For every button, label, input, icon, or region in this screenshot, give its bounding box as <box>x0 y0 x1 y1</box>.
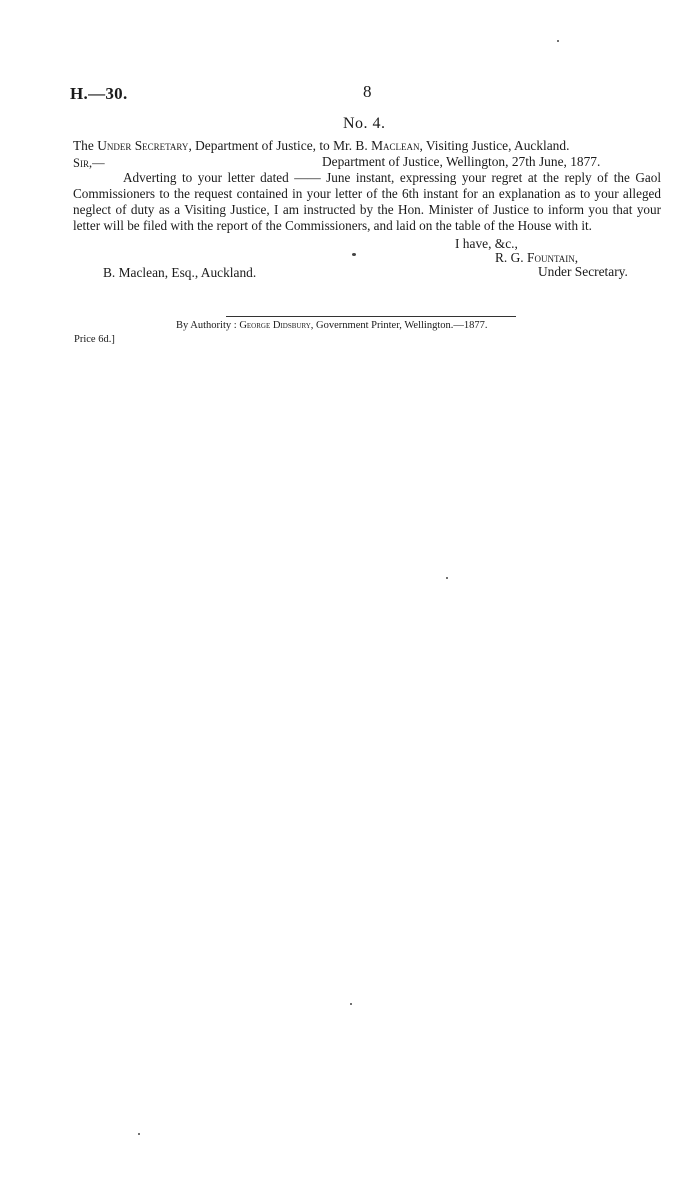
letter-body: Adverting to your letter dated —— June instant, expressing your regret at the reply of the Gaol Commissioners to the request contained in your letter of the 6th instant for an explanation as to your alleged neglect of duty as a Visiting Justice, I am instructed by the Hon. Minister of Justice to inform you that your letter will be filed with the report of the Commissioners, and laid on the table of the House with it. <box>73 170 661 233</box>
printer-name: George Didsbury <box>239 320 311 331</box>
printer-imprint <box>176 320 488 331</box>
signer-name: R. G. Fountain, <box>495 250 579 265</box>
price-note: Price 6d.] <box>74 334 115 345</box>
addressee-to: Maclean <box>371 138 420 153</box>
footer-divider <box>226 316 516 317</box>
recipient-line: B. Maclean, Esq., Auckland. <box>103 265 257 280</box>
addressee-from: Under Secretary <box>97 138 189 153</box>
scan-speck <box>446 577 448 579</box>
letter-number: No. 4. <box>343 115 386 132</box>
scan-speck <box>350 1003 352 1005</box>
signer-title: Under Secretary. <box>538 264 628 279</box>
addressee-middle: , Department of Justice, to Mr. B. <box>188 138 368 153</box>
addressee-suffix: , Visiting Justice, Auckland. <box>419 138 570 153</box>
salutation: Sir,— <box>73 156 105 170</box>
page-number: 8 <box>363 82 372 101</box>
letter-addressee <box>73 138 569 154</box>
imprint-prefix: By Authority : <box>176 320 237 331</box>
imprint-suffix: , Government Printer, Wellington.—1877. <box>310 320 488 331</box>
scan-speck <box>352 253 356 256</box>
document-code: H.—30. <box>70 84 128 103</box>
scan-speck <box>557 40 559 42</box>
dateline: Department of Justice, Wellington, 27th June, 1877. <box>322 154 601 169</box>
scan-speck <box>138 1133 140 1135</box>
addressee-prefix: The <box>73 138 94 153</box>
signoff: I have, &c., <box>455 236 518 251</box>
